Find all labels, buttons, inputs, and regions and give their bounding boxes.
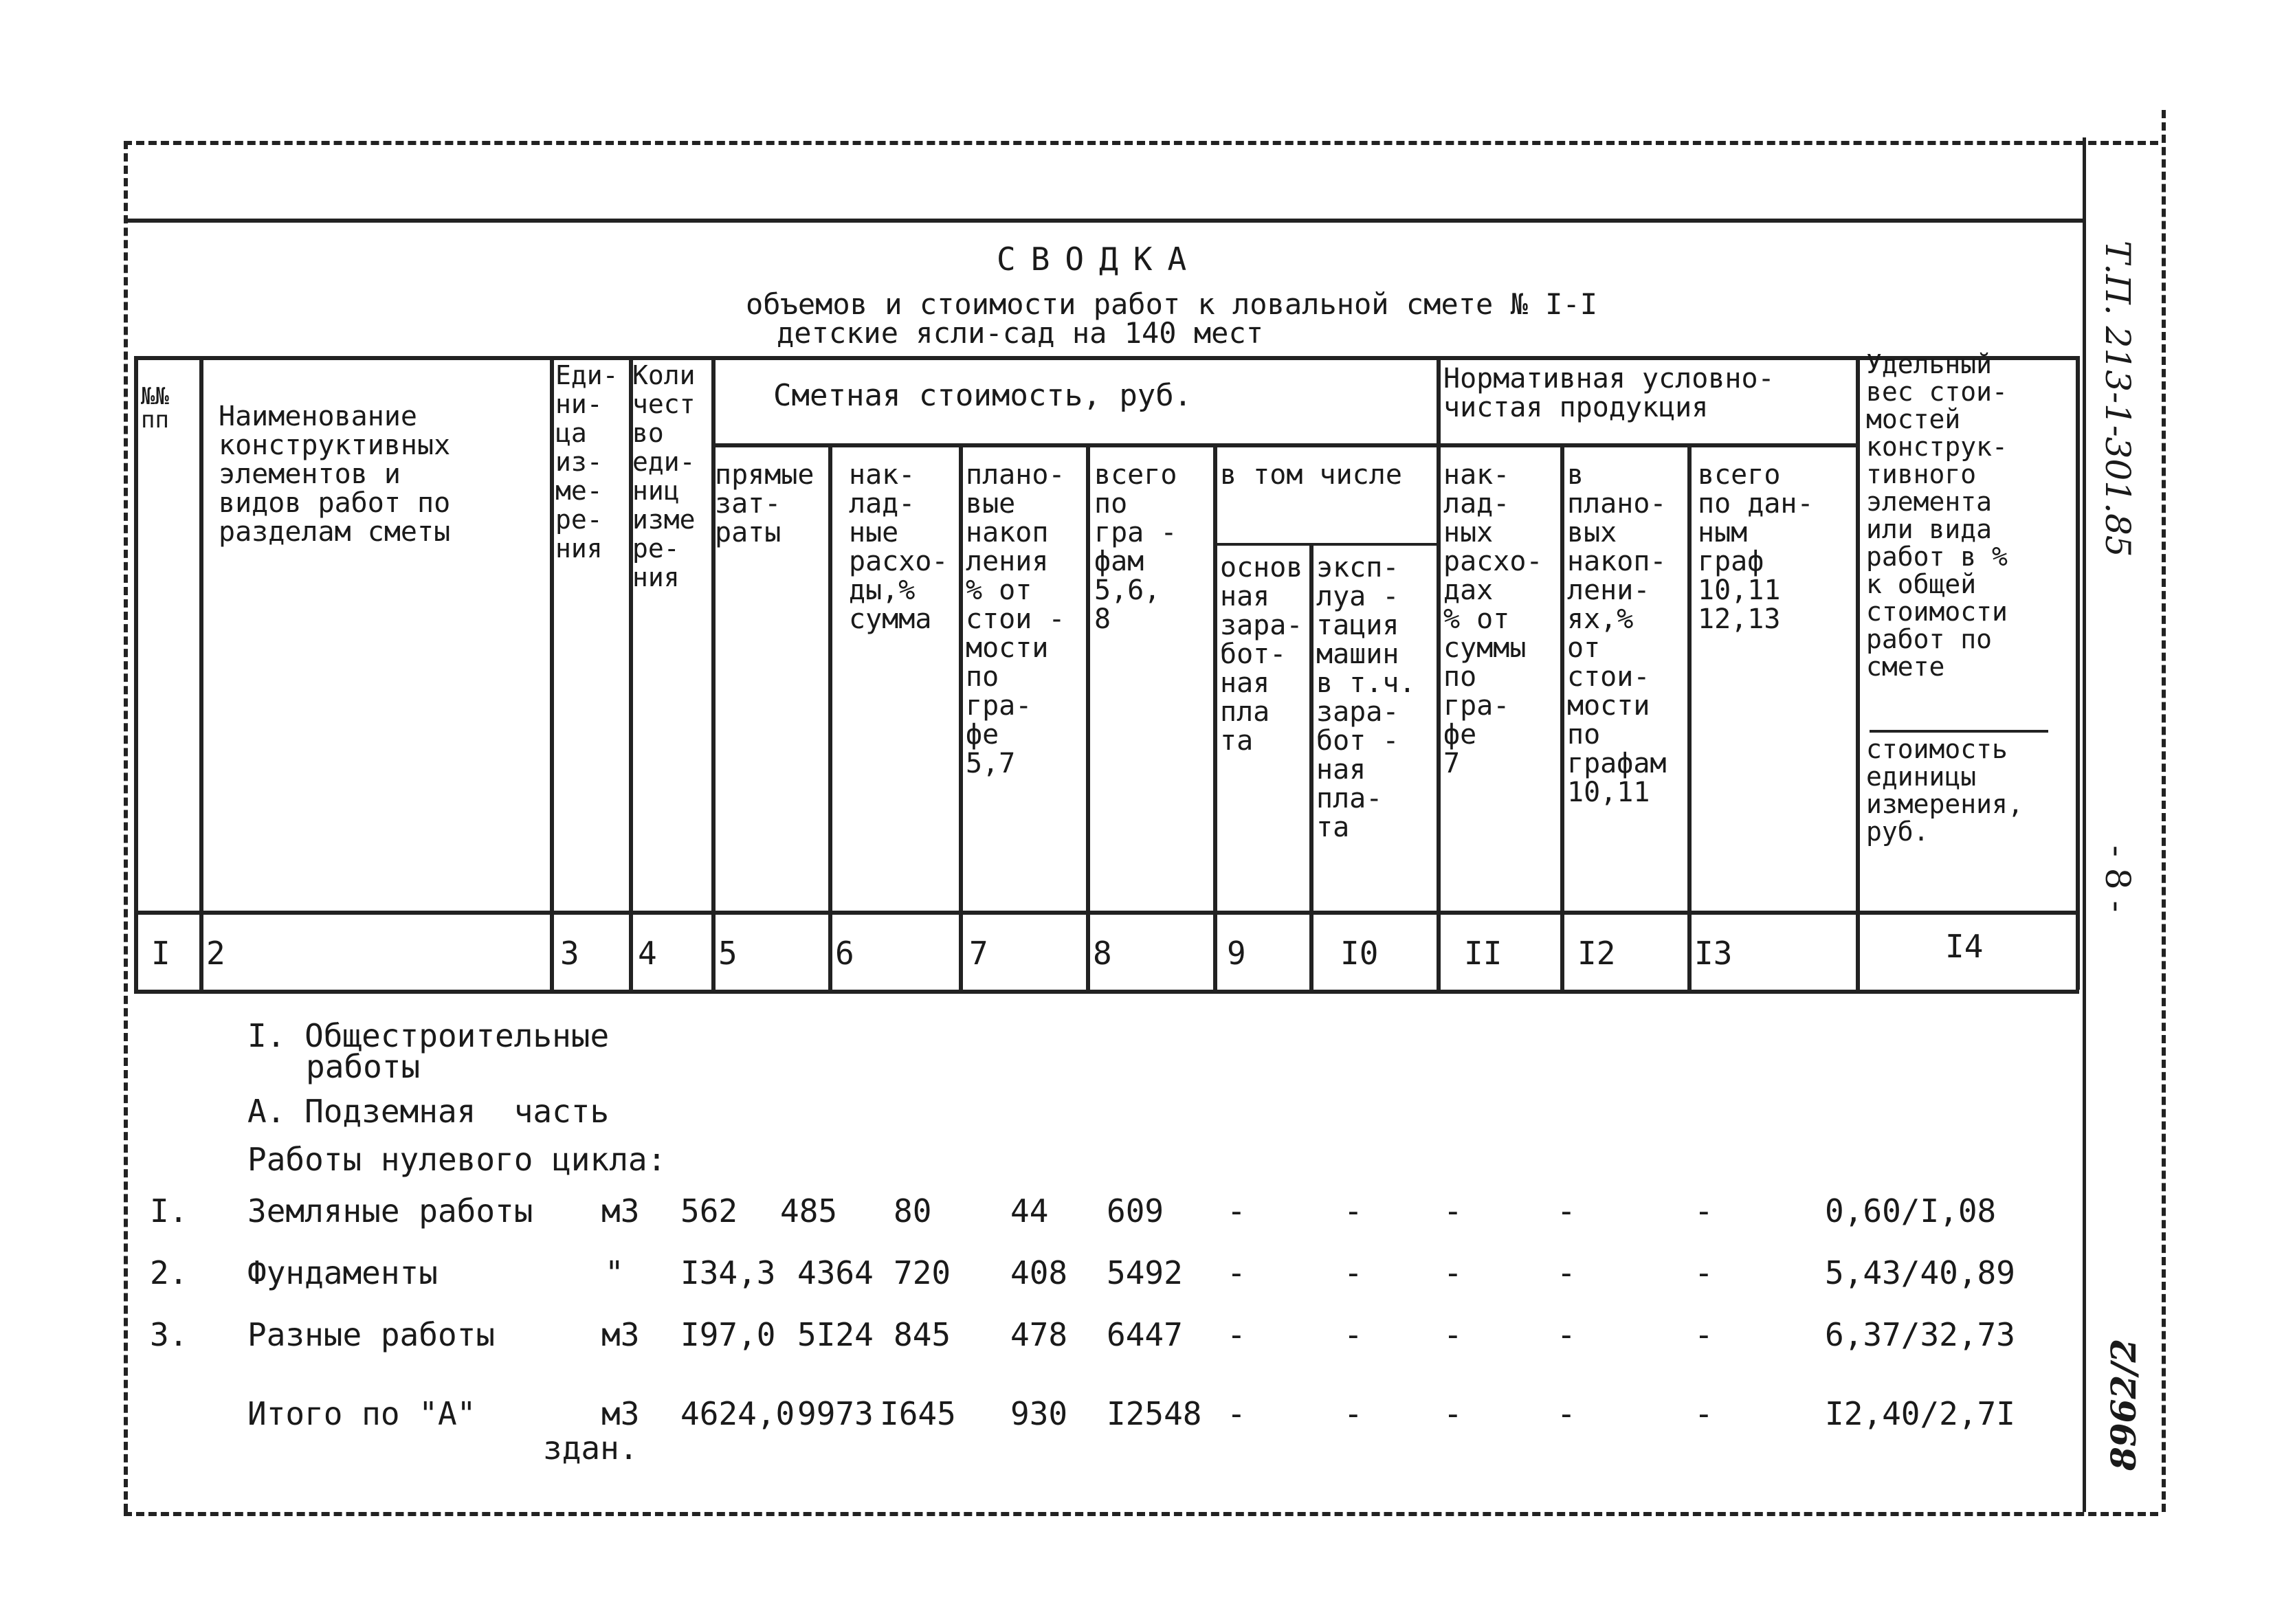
- row3-c14: 6,37/32,73: [1825, 1316, 2015, 1353]
- row3-c10: -: [1344, 1316, 1363, 1353]
- total-plan: 930: [1010, 1395, 1068, 1432]
- row1-c9: -: [1227, 1192, 1246, 1230]
- col-rule-14: [2076, 356, 2080, 990]
- colnum-4: 4: [638, 935, 657, 972]
- row3-total: 6447: [1107, 1316, 1183, 1353]
- colnum-3: 3: [560, 935, 579, 972]
- colnum-6: 6: [835, 935, 854, 972]
- row1-c14: 0,60/I,08: [1825, 1192, 1997, 1230]
- table-top-rule: [134, 356, 2079, 360]
- frame-bottom: [124, 1512, 2158, 1516]
- row1-overhead: 80: [894, 1192, 932, 1230]
- total-name: Итого по "А": [247, 1395, 476, 1432]
- colnum-11: II: [1464, 935, 1503, 972]
- rule-under-groups: [711, 443, 1856, 447]
- row3-c13: -: [1694, 1316, 1714, 1353]
- colnum-5: 5: [718, 935, 738, 972]
- row2-c9: -: [1227, 1254, 1246, 1291]
- side-sheet: 8962/2: [2103, 1338, 2144, 1471]
- row3-c9: -: [1227, 1316, 1246, 1353]
- total-c13: -: [1694, 1395, 1714, 1432]
- doc-subtitle-2: детские ясли-сад на 140 мест: [777, 316, 1264, 350]
- row2-c14: 5,43/40,89: [1825, 1254, 2015, 1291]
- row1-c12: -: [1557, 1192, 1576, 1230]
- row2-c10: -: [1344, 1254, 1363, 1291]
- frame-top: [124, 141, 2158, 145]
- total-c9: -: [1227, 1395, 1246, 1432]
- row3-unit: м3: [601, 1316, 640, 1353]
- colnum-7: 7: [969, 935, 988, 972]
- section-a: А. Подземная часть: [247, 1093, 610, 1130]
- rule-num-bottom: [134, 990, 2079, 994]
- header-col4: Коли чест во еди- ниц изме ре- ния: [632, 360, 696, 592]
- row2-c11: -: [1443, 1254, 1463, 1291]
- row3-n: 3.: [150, 1316, 188, 1353]
- section-1: I. Общестроительные: [247, 1017, 610, 1054]
- header-col2: Наименование конструктивных элементов и видов работ по разделам сметы: [219, 401, 451, 548]
- row1-plan: 44: [1010, 1192, 1049, 1230]
- total-qty: 4624,0: [680, 1395, 795, 1432]
- row2-name: Фундаменты: [247, 1254, 438, 1291]
- row1-c11: -: [1443, 1192, 1463, 1230]
- row2-plan: 408: [1010, 1254, 1068, 1291]
- row2-c13: -: [1694, 1254, 1714, 1291]
- col-rule-5: [828, 443, 832, 990]
- total-c10: -: [1344, 1395, 1363, 1432]
- row3-plan: 478: [1010, 1316, 1068, 1353]
- row1-qty: 562: [680, 1192, 738, 1230]
- section-1b: работы: [306, 1048, 421, 1085]
- row1-direct: 485: [780, 1192, 838, 1230]
- row1-name: Земляные работы: [247, 1192, 533, 1230]
- row3-qty: I97,0: [680, 1316, 776, 1353]
- row3-overhead: 845: [894, 1316, 951, 1353]
- col-rule-11: [1560, 443, 1564, 990]
- row2-unit: ": [605, 1254, 624, 1291]
- row3-c12: -: [1557, 1316, 1576, 1353]
- row1-c13: -: [1694, 1192, 1714, 1230]
- total-c12: -: [1557, 1395, 1576, 1432]
- frame-right: [2162, 110, 2166, 1512]
- row2-direct: 4364: [797, 1254, 874, 1291]
- col-rule-6: [959, 443, 963, 990]
- colnum-10: I0: [1340, 935, 1379, 972]
- col-rule-9: [1309, 543, 1313, 990]
- section-zero: Работы нулевого цикла:: [247, 1141, 667, 1178]
- header-col10: эксп- луа - тация машин в т.ч. зара- бот - ная пла- та: [1316, 552, 1416, 843]
- total-unit2: здан.: [543, 1430, 639, 1467]
- header-col14b: стоимость единицы измерения, руб.: [1866, 734, 2023, 847]
- total-unit: м3: [601, 1395, 640, 1432]
- total-direct: 9973: [797, 1395, 874, 1432]
- total-c14: I2,40/2,7I: [1825, 1395, 2015, 1432]
- doc-title: СВОДКА: [997, 241, 1202, 278]
- row2-qty: I34,3: [680, 1254, 776, 1291]
- doc-subtitle-1: объемов и стоимости работ к ловальной смете № I-I: [746, 287, 1598, 321]
- header-col1: №№ пп: [141, 383, 169, 434]
- frame-left: [124, 141, 128, 1512]
- frame-inner-right: [2083, 137, 2086, 1512]
- col-rule-8: [1213, 443, 1217, 990]
- header-col13: всего по дан- ным граф 10,11 12,13: [1698, 459, 1814, 635]
- col-rule-2: [550, 356, 554, 990]
- row2-n: 2.: [150, 1254, 188, 1291]
- header-group-cost: Сметная стоимость, руб.: [773, 378, 1193, 413]
- row1-unit: м3: [601, 1192, 640, 1230]
- row3-c11: -: [1443, 1316, 1463, 1353]
- col-rule-13: [1856, 356, 1860, 990]
- row3-direct: 5I24: [797, 1316, 874, 1353]
- col-rule-0: [134, 356, 138, 990]
- header-col14a: Удельный вес стои- мостей конструк- тивного элемента или вида работ в % к общей стоимости работ по смете: [1866, 349, 2008, 682]
- row2-overhead: 720: [894, 1254, 951, 1291]
- colnum-12: I2: [1577, 935, 1616, 972]
- row1-total: 609: [1107, 1192, 1164, 1230]
- colnum-8: 8: [1093, 935, 1112, 972]
- side-code: Т.П. 213-1-301.85: [2098, 241, 2138, 557]
- col-rule-10: [1437, 356, 1441, 990]
- row2-c12: -: [1557, 1254, 1576, 1291]
- rule-under-incl: [1217, 543, 1437, 546]
- side-page: - 8 -: [2098, 845, 2138, 913]
- colnum-1: I: [151, 935, 170, 972]
- header-col11: нак- лад- ных расхо- дах % от суммы по гра- фе 7: [1443, 459, 1543, 779]
- colnum-9: 9: [1227, 935, 1246, 972]
- header-group-incl: в том числе: [1220, 459, 1402, 491]
- header-col8: всего по гра - фам 5,6, 8: [1094, 459, 1177, 635]
- frame-title-line: [124, 219, 2086, 223]
- row1-c10: -: [1344, 1192, 1363, 1230]
- row1-n: I.: [150, 1192, 188, 1230]
- header-group-norm: Нормативная условно- чистая продукция: [1443, 363, 1775, 423]
- header-col3: Еди- ни- ца из- ме- ре- ния: [555, 360, 619, 564]
- col-rule-7: [1086, 443, 1090, 990]
- row2-total: 5492: [1107, 1254, 1183, 1291]
- colnum-2: 2: [206, 935, 225, 972]
- colnum-14: I4: [1945, 928, 1984, 965]
- total-c11: -: [1443, 1395, 1463, 1432]
- header-col7: плано- вые накоп ления % от стои - мости по гра- фе 5,7: [966, 459, 1065, 779]
- total-overhead: I645: [880, 1395, 956, 1432]
- col-rule-12: [1687, 443, 1692, 990]
- header-col6: нак- лад- ные расхо- ды,% сумма: [849, 459, 949, 635]
- row3-name: Разные работы: [247, 1316, 496, 1353]
- header-col5: прямые зат- раты: [715, 459, 814, 548]
- header-col14-divider: [1870, 730, 2048, 733]
- header-col12: в плано- вых накоп- лени- ях,% от стои- мости по графам 10,11: [1567, 459, 1667, 808]
- col-rule-4: [711, 356, 716, 990]
- colnum-13: I3: [1694, 935, 1733, 972]
- header-col9: основ ная зара- бот- ная пла та: [1220, 552, 1303, 757]
- rule-header-bottom: [134, 911, 2079, 915]
- col-rule-1: [199, 356, 203, 990]
- total-total: I2548: [1107, 1395, 1202, 1432]
